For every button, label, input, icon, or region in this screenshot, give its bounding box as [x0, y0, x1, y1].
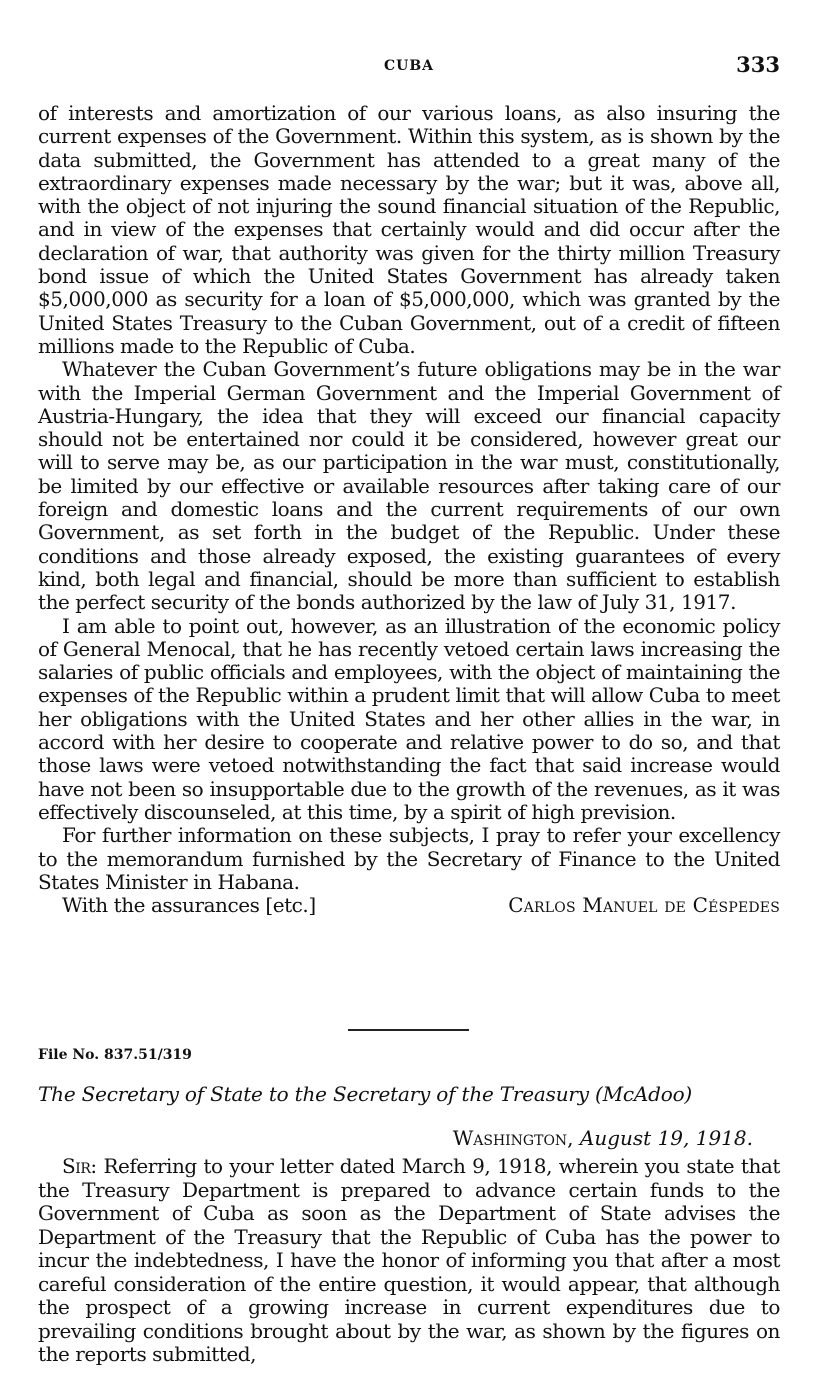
paragraph: I am able to point out, however, as an illustration of the economic policy of General Menocal, that he has recently vetoed certain laws increasing the salaries of public officials and employees, with the object of maintaining the expenses of the Republic within a prudent limit that will allow Cuba to meet her obligations with the United States and her other allies in the war, in accord with her desire to cooperate and relative power to do so, and that those laws were vetoed notwithstanding the fact that said increase would have not been so insupportable due to the growth of the revenues, as it was effectively discounseled, at this time, by a spirit of high prevision.	[38, 613, 780, 824]
running-head	[38, 52, 780, 82]
document-title: The Secretary of State to the Secretary of the Treasury (McAdoo)	[38, 1082, 693, 1106]
paragraph: For further information on these subjects, I pray to refer your excellency to the memorandum furnished by the Secretary of Finance to the United States Minister in Habana.	[38, 823, 780, 894]
second-letter-text: Referring to your letter dated March 9, 1918, wherein you state that the Treasury Department is prepared to advance certain funds to the Government of Cuba as soon as the Department of State advises the Department of the Treasury that the Republic of Cuba has the power to incur the indebtedness, I have the honor of informing you that after a most careful consideration of the entire question, it would appear, that although the prospect of a growing increase in current expenditures due to prevailing conditions brought about by the war, as shown by the figures on the reports submitted,	[38, 1154, 780, 1366]
dateline	[453, 1126, 753, 1150]
section-divider	[348, 1029, 469, 1031]
second-letter-body	[38, 1155, 780, 1367]
closing-text: With the assurances [etc.]	[62, 893, 316, 918]
dateline-place: Washington,	[452, 1126, 574, 1150]
salutation: Sir:	[62, 1154, 97, 1178]
dateline-date: August 19, 1918.	[579, 1126, 753, 1150]
paragraph-continued: of interests and amortization of our various loans, as also insuring the current expenses of the Government. Within this system, as is shown by the data submitted, the Government has attended to a great many of the extraordinary expenses made necessary by the war; but it was, above all, with the object of not injuring the sound financial situation of the Republic, and in view of the expenses that certainly would and did occur after the declaration of war, that authority was given for the thirty million Treasury bond issue of which the United States Government has already taken $5,000,000 as security for a loan of $5,000,000, which was granted by the United States Treasury to the Cuban Government, out of a credit of fifteen millions made to the Republic of Cuba.	[38, 101, 780, 358]
signature: Carlos Manuel de Céspedes	[508, 893, 780, 918]
signoff-line	[38, 894, 780, 917]
paragraph: Whatever the Cuban Government’s future obligations may be in the war with the Imperial German Government and the Imperial Government of Austria-Hungary, the idea that they will exceed our financial capacity should not be entertained nor could it be considered, however great our will to serve may be, as our participation in the war must, constitutionally, be limited by our effective or available resources after taking care of our foreign and domestic loans and the current requirements of our own Government, as set forth in the budget of the Republic. Under these conditions and those already exposed, the existing guarantees of every kind, both legal and financial, should be more than sufficient to establish the perfect security of the bonds authorized by the law of July 31, 1917.	[38, 357, 780, 615]
page-number: 333	[736, 52, 780, 77]
letter-body	[38, 102, 780, 917]
file-number: File No. 837.51/319	[38, 1047, 192, 1063]
running-title: CUBA	[383, 58, 435, 74]
